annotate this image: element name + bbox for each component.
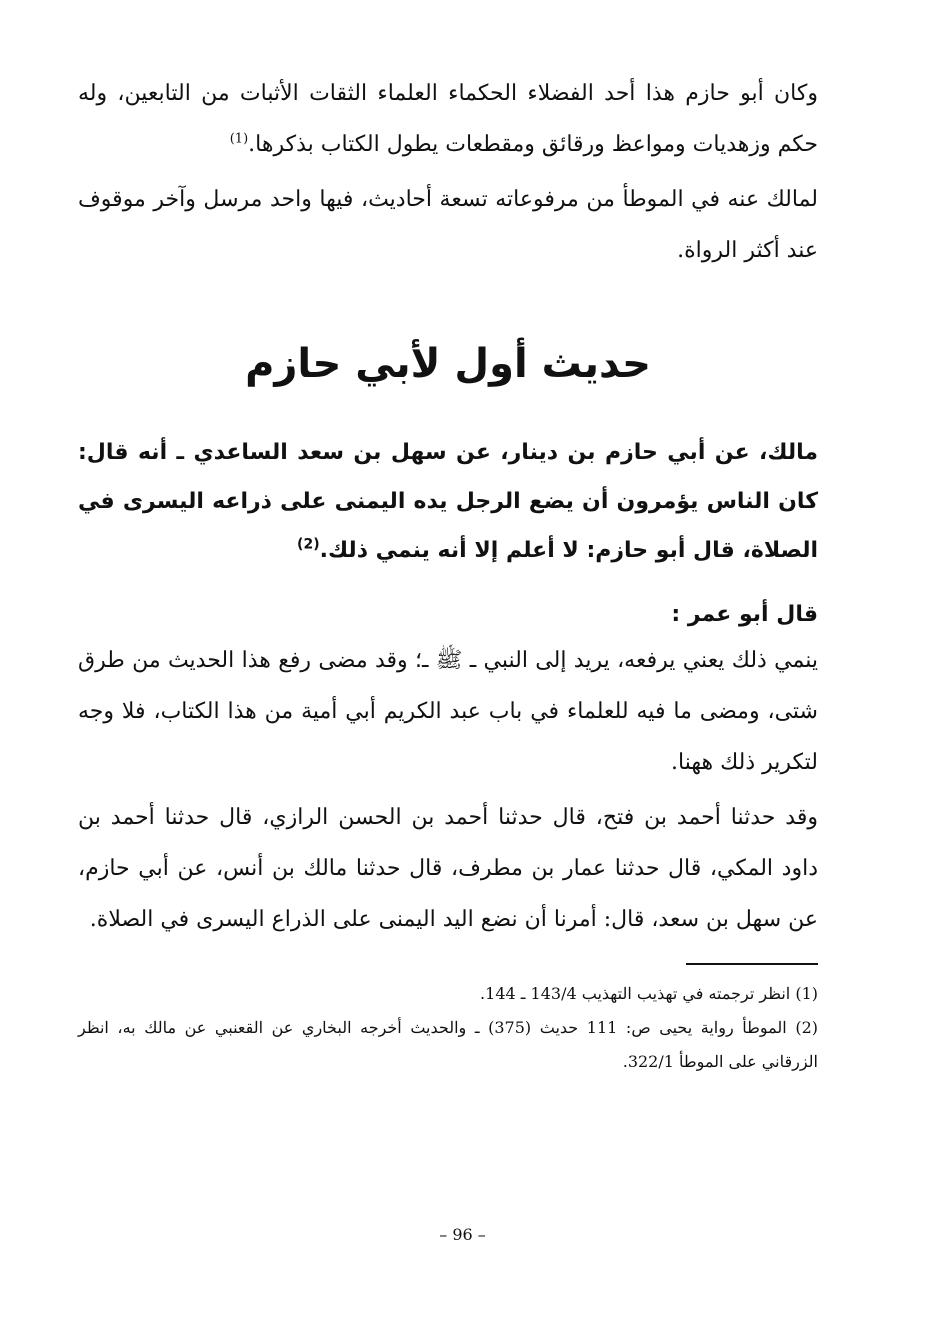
commentary-paragraph-1: ينمي ذلك يعني يرفعه، يريد إلى النبي ـ ﷺ ـ؛ وقد مضى رفع هذا الحديث من طرق شتى، ومضى ما فيه للعلماء في باب عبد الكريم أبي أمية من هذا الكتاب، فلا وجه لتكرير ذلك ههنا.	[78, 648, 818, 775]
footnote-2: (2) الموطأ رواية يحيى ص: 111 حديث (375) ـ والحديث أخرجه البخاري عن القعنبي عن مالك به، انظر الزرقاني على الموطأ 322/1.	[78, 1018, 818, 1071]
footnotes	[78, 977, 818, 1079]
footnote-1: (1) انظر ترجمته في تهذيب التهذيب 143/4 ـ 144.	[480, 984, 818, 1003]
footnote-separator	[686, 963, 818, 965]
hadith-text	[78, 428, 818, 575]
intro-paragraph-text: وكان أبو حازم هذا أحد الفضلاء الحكماء العلماء الثقات الأثبات من التابعين، وله حكم وزهديات ومواعظ ورقائق ومقطعات يطول الكتاب بذكرها.	[78, 81, 818, 157]
commentary-paragraph-2: وقد حدثنا أحمد بن فتح، قال حدثنا أحمد بن الحسن الرازي، قال حدثنا أحمد بن داود المكي، قال حدثنا عمار بن مطرف، قال حدثنا مالك بن أنس، عن أبي حازم، عن سهل بن سعد، قال: أمرنا أن نضع اليد اليمنى على الذراع اليسرى في الصلاة.	[78, 805, 818, 932]
commentary-heading: قال أبو عمر :	[671, 602, 818, 627]
footnote-ref-2[interactable]: (2)	[297, 536, 320, 553]
section-spacer	[78, 276, 818, 334]
footnote-ref-1[interactable]: (1)	[229, 131, 249, 147]
intro-paragraph	[78, 68, 818, 170]
section-title: حديث أول لأبي حازم	[245, 341, 651, 387]
page-number: – 96 –	[439, 1225, 486, 1244]
hadith-count-paragraph: لمالك عنه في الموطأ من مرفوعاته تسعة أحاديث، فيها واحد مرسل وآخر موقوف عند أكثر الرواة.	[78, 187, 818, 263]
hadith-text-body: مالك، عن أبي حازم بن دينار، عن سهل بن سعد الساعدي ـ أنه قال: كان الناس يؤمرون أن يضع الرجل يده اليمنى على ذراعه اليسرى في الصلاة، قال أبو حازم: لا أعلم إلا أنه ينمي ذلك.	[78, 440, 818, 563]
page-body	[78, 68, 818, 1079]
